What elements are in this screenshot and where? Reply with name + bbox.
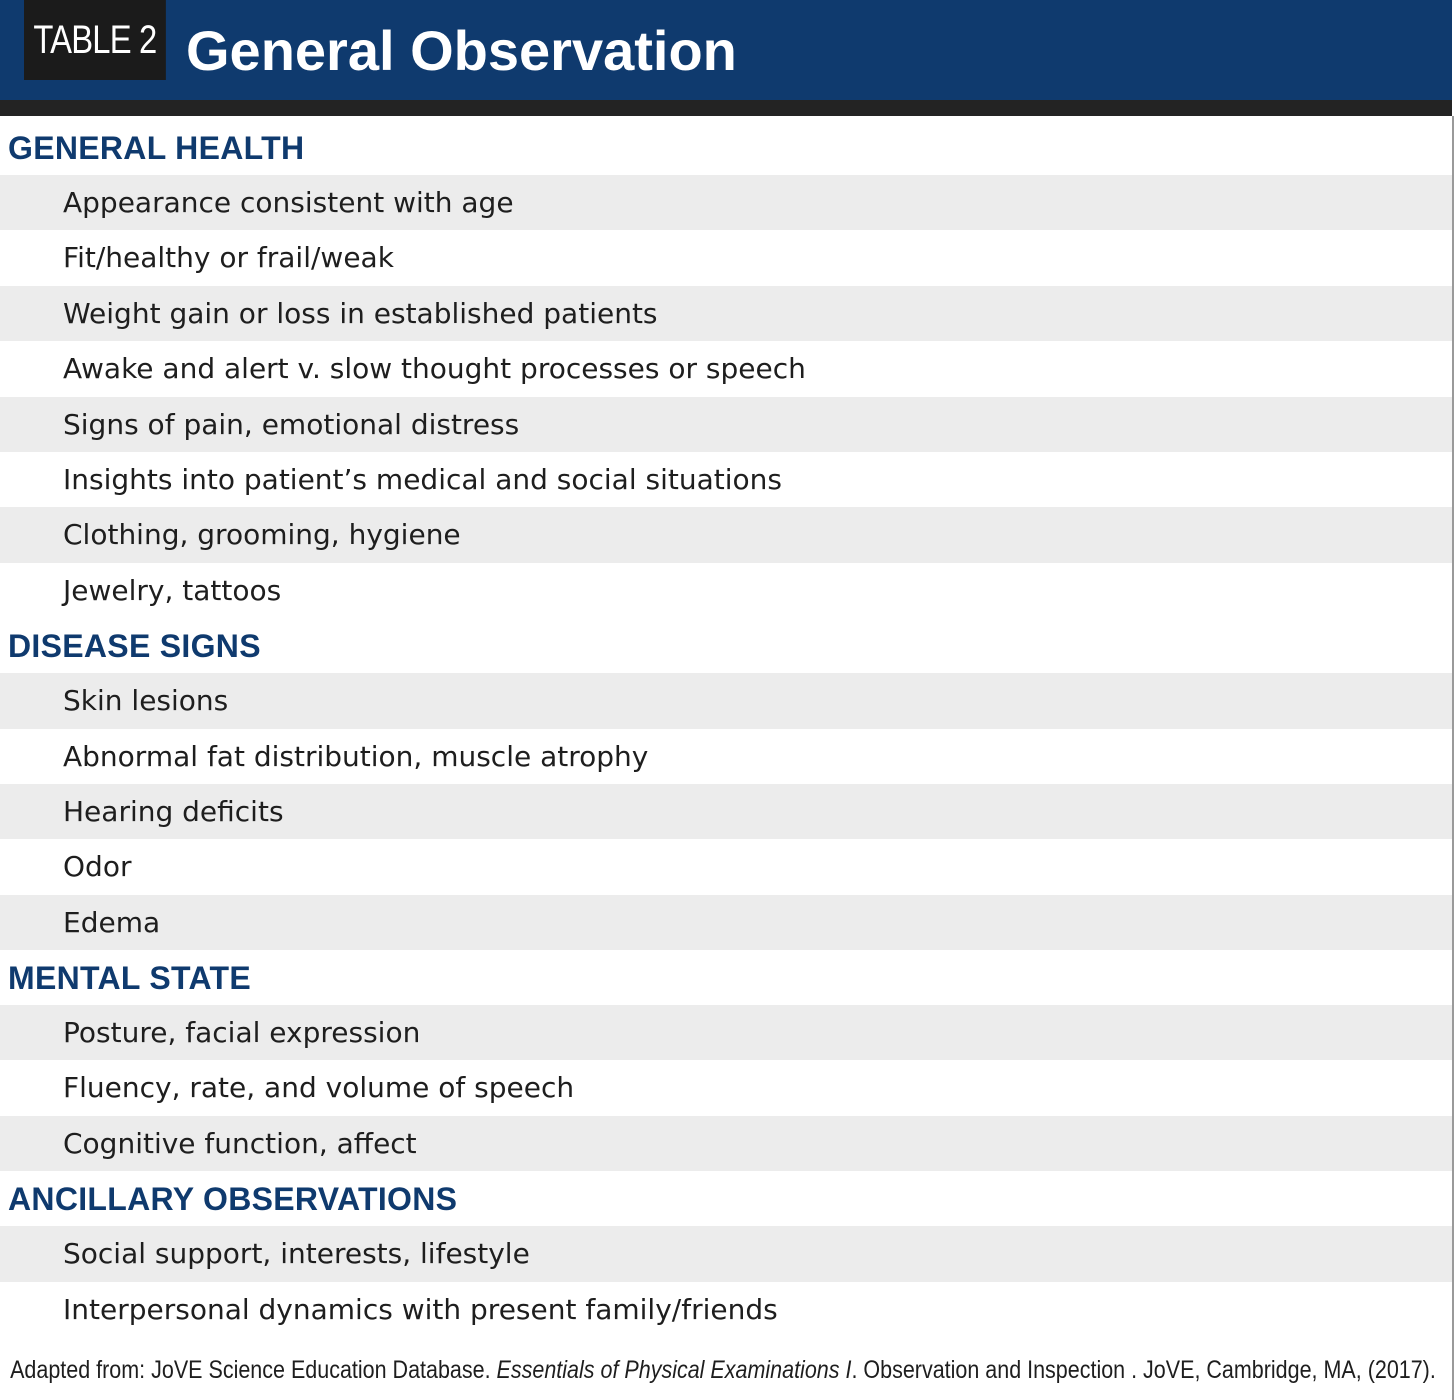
footnote-prefix: Adapted from: JoVE Science Education Database. [10,1356,497,1384]
section-heading: DISEASE SIGNS [0,618,1452,673]
footnote-suffix: . Observation and Inspection . JoVE, Cambridge, MA, (2017). [851,1356,1436,1384]
header-divider [0,100,1452,116]
table-row: Clothing, grooming, hygiene [0,507,1452,562]
table-row: Interpersonal dynamics with present family/friends [0,1282,1452,1337]
table-body [0,120,1452,1337]
footnote-italic-title: Essentials of Physical Examinations I [496,1356,852,1384]
table-row: Odor [0,839,1452,894]
table-row: Awake and alert v. slow thought processes or speech [0,341,1452,396]
source-footnote [10,1352,1436,1388]
table-row: Hearing deficits [0,784,1452,839]
table-row: Insights into patient’s medical and social situations [0,452,1452,507]
table-row: Fit/healthy or frail/weak [0,230,1452,285]
table-row: Jewelry, tattoos [0,563,1452,618]
table-number-label: TABLE 2 [24,0,166,80]
table-row: Abnormal fat distribution, muscle atrophy [0,729,1452,784]
section-heading: MENTAL STATE [0,950,1452,1005]
table-row: Skin lesions [0,673,1452,728]
table-row: Cognitive function, affect [0,1116,1452,1171]
table-row: Signs of pain, emotional distress [0,397,1452,452]
table-row: Posture, facial expression [0,1005,1452,1060]
table-row: Social support, interests, lifestyle [0,1226,1452,1281]
table-row: Weight gain or loss in established patients [0,286,1452,341]
table-row: Edema [0,895,1452,950]
table-header [0,0,1452,100]
table-row: Fluency, rate, and volume of speech [0,1060,1452,1115]
table-right-border [1452,116,1454,1400]
table-row: Appearance consistent with age [0,175,1452,230]
section-heading: ANCILLARY OBSERVATIONS [0,1171,1452,1226]
section-heading: GENERAL HEALTH [0,120,1452,175]
table-title: General Observation [186,19,737,82]
